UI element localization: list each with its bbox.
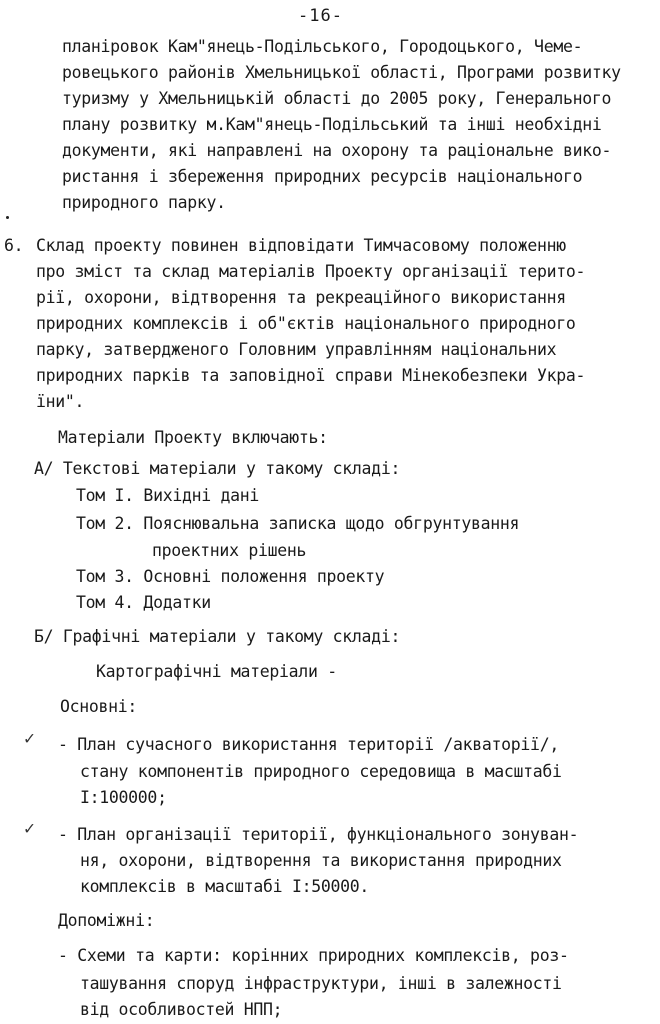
- main-materials-label: Основні:: [60, 697, 138, 716]
- volume-2: Том 2. Пояснювальна записка щодо обгрунтування: [76, 514, 520, 533]
- checkmark-icon: ✓: [24, 818, 35, 839]
- item6-line-7: їни".: [36, 392, 85, 411]
- intro-line-4: плану розвитку м.Кам"янець-Подільський та інші необхідні: [62, 115, 602, 134]
- section-b-heading: Б/ Графічні матеріали у такому складі:: [34, 627, 401, 646]
- item6-line-1: Склад проекту повинен відповідати Тимчасовому положенню: [36, 236, 566, 255]
- item6-number: 6.: [4, 236, 24, 255]
- intro-line-5: документи, які направлені на охорону та раціональне вико-: [62, 141, 612, 160]
- main-item2-line-3: комплексів в масштабі I:50000.: [80, 877, 370, 896]
- page-number: -16-: [298, 6, 343, 26]
- volume-2-continued: проектних рішень: [152, 541, 307, 560]
- stray-dot: [6, 216, 9, 219]
- section-a-heading: А/ Текстові матеріали у такому складі:: [34, 459, 401, 478]
- item6-line-4: природних комплексів і об"єктів національного природного: [36, 314, 576, 333]
- main-item1-line-2: стану компонентів природного середовища в масштабі: [80, 762, 562, 781]
- volume-1: Том I. Вихідні дані: [76, 486, 260, 505]
- extra-item-line-2: ташування споруд інфраструктури, інші в залежності: [80, 974, 562, 993]
- volume-3: Том 3. Основні положення проекту: [76, 567, 385, 586]
- checkmark-icon: ✓: [24, 728, 35, 749]
- cartographic-heading: Картографічні матеріали -: [96, 662, 337, 681]
- extra-item-line-1: - Схеми та карти: корінних природних комплексів, роз-: [58, 946, 569, 965]
- extra-item-line-3: від особливостей НПП;: [80, 1000, 283, 1019]
- main-item1-line-3: I:100000;: [80, 788, 167, 807]
- main-item2-line-2: ня, охорони, відтворення та використання природних: [80, 851, 562, 870]
- intro-line-2: ровецького районів Хмельницької області, Програми розвитку: [62, 63, 621, 82]
- volume-4: Том 4. Додатки: [76, 593, 211, 612]
- extra-materials-label: Допоміжні:: [58, 911, 155, 930]
- materials-intro: Матеріали Проекту включають:: [58, 428, 328, 447]
- item6-line-3: рії, охорони, відтворення та рекреаційного використання: [36, 288, 566, 307]
- intro-line-6: ристання і збереження природних ресурсів національного: [62, 167, 583, 186]
- item6-line-5: парку, затвердженого Головним управлінням національних: [36, 340, 557, 359]
- intro-line-7: природного парку.: [62, 193, 226, 212]
- main-item2-line-1: - План організації території, функціонального зонуван-: [58, 825, 579, 844]
- item6-line-6: природних парків та заповідної справи Мінекобезпеки Укра-: [36, 366, 586, 385]
- item6-line-2: про зміст та склад матеріалів Проекту організації терито-: [36, 262, 586, 281]
- main-item1-line-1: - План сучасного використання території /акваторії/,: [58, 735, 559, 754]
- intro-line-3: туризму у Хмельницькій області до 2005 року, Генерального: [62, 89, 612, 108]
- intro-line-1: планіровок Кам"янець-Подільського, Городоцького, Чеме-: [62, 37, 583, 56]
